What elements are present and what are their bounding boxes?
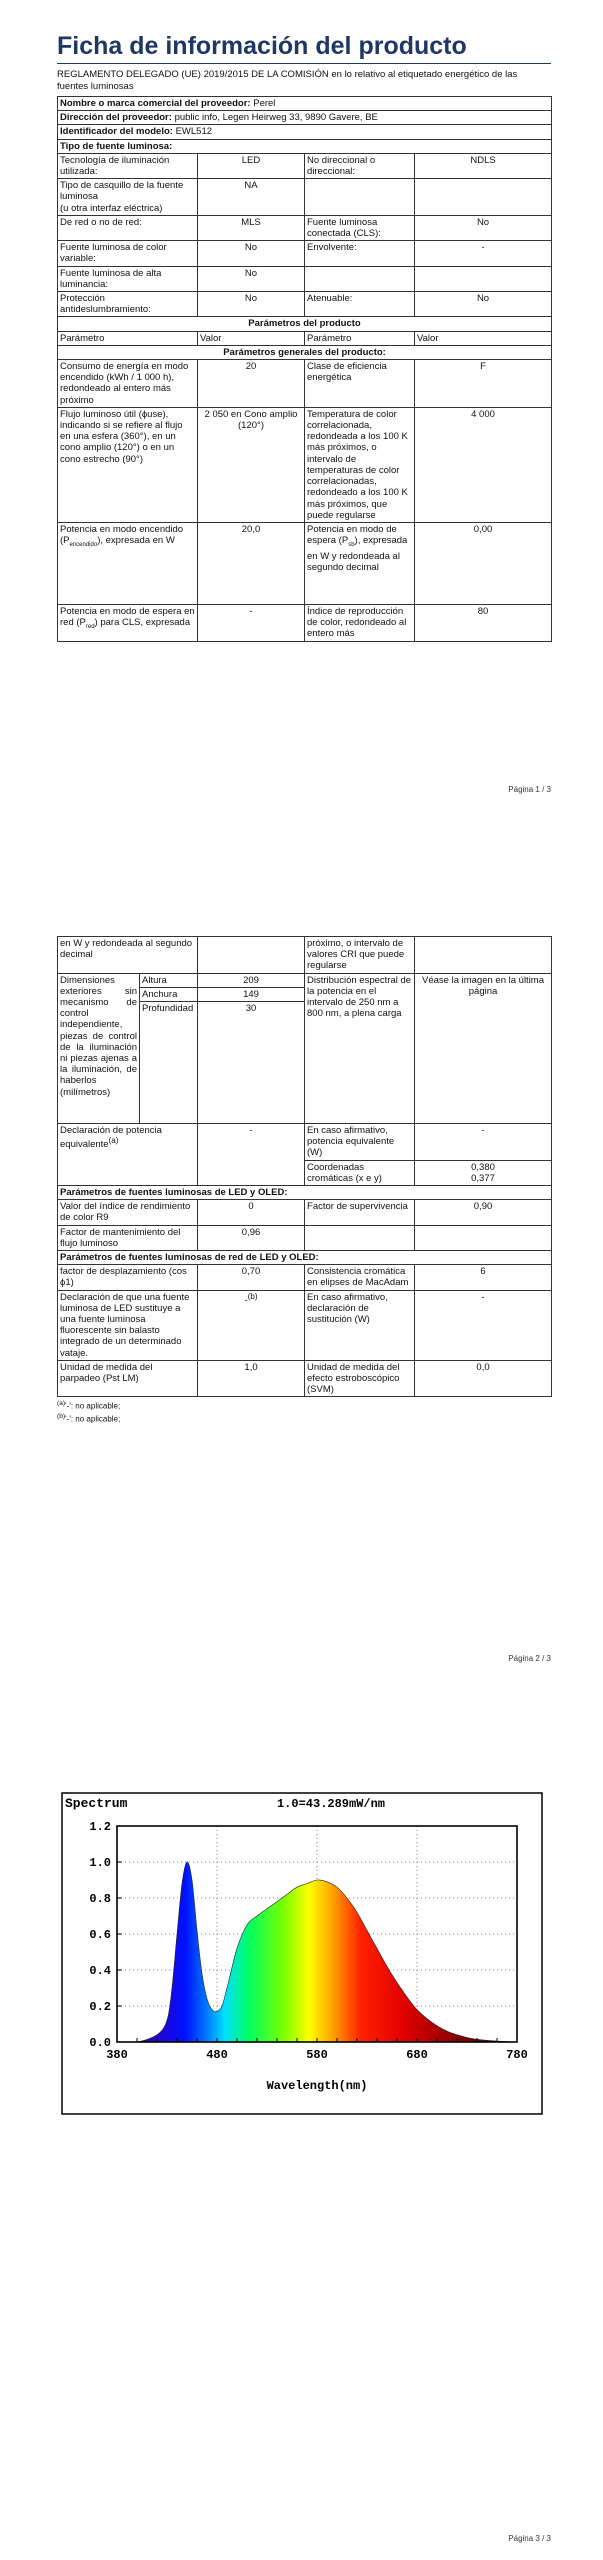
- p2-top-label2: próximo, o intervalo de valores CRI que puede regularse: [305, 937, 415, 974]
- tech-value: LED: [198, 153, 305, 178]
- dims-depth-value: 30: [198, 1002, 305, 1124]
- page-number-3: Página 3 / 3: [508, 2534, 551, 2543]
- model-value: EWL512: [175, 126, 213, 138]
- y-tick-label: 0.6: [89, 1928, 111, 1942]
- col-param-1: Parámetro: [58, 331, 198, 345]
- flicker-value: 1,0: [198, 1360, 305, 1397]
- supplier-value: Perel: [253, 98, 276, 109]
- spectrum-svg: [61, 1792, 543, 2115]
- page-2: [0, 870, 603, 1720]
- flicker-label: Unidad de medida del parpadeo (Pst LM): [58, 1360, 198, 1397]
- page-number-2: Página 2 / 3: [508, 1654, 551, 1663]
- dims-height-label: Altura: [140, 973, 198, 987]
- r9-label: Valor del índice de rendimiento de color R9: [58, 1200, 198, 1225]
- spd-label: Distribución espectral de la potencia en el intervalo de 250 nm a 800 nm, a plena carga: [305, 973, 415, 1123]
- page-title: Ficha de información del producto: [57, 32, 467, 60]
- cri-value: 80: [415, 604, 552, 641]
- product-params-table-cont: [57, 936, 552, 1397]
- svm-label: Unidad de medida del efecto estroboscópico (SVM): [305, 1360, 415, 1397]
- x-tick-label: 580: [306, 2048, 328, 2062]
- standby-label: Potencia en modo de espera $(P_{sb})$, expresada en W y redondeada al segundo decimal: [305, 522, 415, 604]
- net-header: Parámetros de fuentes luminosas de red de LED y OLED:: [58, 1251, 552, 1265]
- net-standby-label: Potencia en modo de espera en red $(P_{red})$ para CLS, expresada: [58, 604, 198, 641]
- title-rule: [57, 63, 551, 64]
- cct-value: 4 000: [415, 407, 552, 522]
- macadam-label: Consistencia cromática en elipses de MacAdam: [305, 1265, 415, 1290]
- footnote-b: $^{(b)}$'-': no aplicable;: [57, 1413, 121, 1424]
- colour-label: Fuente luminosa de color variable:: [58, 241, 198, 266]
- col-value-1: Valor: [198, 331, 305, 345]
- product-info-table: [57, 96, 552, 642]
- y-tick-label: 0.0: [89, 2036, 111, 2050]
- replace-w-value: -: [415, 1290, 552, 1360]
- source-type-row: Tipo de fuente luminosa:: [58, 139, 552, 153]
- dims-width-label: Anchura: [140, 987, 198, 1001]
- params-header: Parámetros del producto: [58, 317, 552, 331]
- flux-label: Flujo luminoso útil (ϕuse), indicando si se refiere al flujo en una esfera (360°), en un cono amplio (120°) o en un cono estrecho (90°): [58, 407, 198, 522]
- regulation-text: REGLAMENTO DELEGADO (UE) 2019/2015 DE LA COMISIÓN en lo relativo al etiquetado energético de las fuentes luminosas: [57, 69, 518, 92]
- dimmable-label: Atenuable:: [305, 292, 415, 317]
- shift-label: factor de desplazamiento (cos ϕ1): [58, 1265, 198, 1290]
- y-tick-label: 0.4: [89, 1964, 111, 1978]
- supplier-row: Nombre o marca comercial del proveedor: Perel: [58, 97, 552, 111]
- power-on-label: Potencia en modo encendido $(P_{encendido})$, expresada en W: [58, 522, 198, 604]
- col-value-2: Valor: [415, 331, 552, 345]
- spectrum-chart: [61, 1792, 543, 2115]
- address-row: Dirección del proveedor: public info, Legen Heirweg 33, 9890 Gavere, BE: [58, 111, 552, 125]
- chroma-value: 0,380 0,377: [415, 1160, 552, 1185]
- class-value: F: [415, 360, 552, 408]
- tech-label: Tecnología de iluminación utilizada:: [58, 153, 198, 178]
- envelope-value: -: [415, 241, 552, 266]
- dims-width-value: 149: [198, 987, 305, 1001]
- equiv-label: En caso afirmativo, potencia equivalente (W): [305, 1124, 415, 1161]
- dimmable-value: No: [415, 292, 552, 317]
- colour-value: No: [198, 241, 305, 266]
- shift-value: 0,70: [198, 1265, 305, 1290]
- page-number-1: Página 1 / 3: [508, 785, 551, 794]
- led-header: Parámetros de fuentes luminosas de LED y OLED:: [58, 1186, 552, 1200]
- replace-value: -$^{(b)}$: [198, 1290, 305, 1360]
- directional-value: NDLS: [415, 153, 552, 178]
- hl-value: No: [198, 266, 305, 291]
- chart-title: Spectrum: [65, 1796, 128, 1811]
- p2-top-label: en W y redondeada al segundo decimal: [58, 937, 198, 974]
- cct-label: Temperatura de color correlacionada, redondeada a los 100 K más próximos, o intervalo de temperaturas de color correlacionadas, redondeado a los 100 K más próximos, que puede regularse: [305, 407, 415, 522]
- r9-value: 0: [198, 1200, 305, 1225]
- address-value: public info, Legen Heirweg 33, 9890 Gavere, BE: [174, 112, 378, 124]
- x-tick-label: 380: [106, 2048, 128, 2062]
- y-tick-label: 1.0: [89, 1856, 111, 1870]
- energy-label: Consumo de energía en modo encendido (kWh / 1 000 h), redondeado al entero más próximo: [58, 360, 198, 408]
- cap-value: NA: [198, 179, 305, 216]
- power-on-value: 20,0: [198, 522, 305, 604]
- cls-value: No: [415, 215, 552, 240]
- dims-height-value: 209: [198, 973, 305, 987]
- x-tick-label: 680: [406, 2048, 428, 2062]
- cap-label: Tipo de casquillo de la fuente luminosa (u otra interfaz eléctrica): [58, 179, 198, 216]
- chart-annotation: 1.0=43.289mW/nm: [276, 1797, 386, 1811]
- x-tick-label: 480: [206, 2048, 228, 2062]
- directional-label: No direccional o direccional:: [305, 153, 415, 178]
- hl-label: Fuente luminosa de alta luminancia:: [58, 266, 198, 291]
- maint-label: Factor de mantenimiento del flujo luminoso: [58, 1225, 198, 1250]
- svm-value: 0,0: [415, 1360, 552, 1397]
- chroma-label: Coordenadas cromáticas (x e y): [305, 1160, 415, 1185]
- envelope-label: Envolvente:: [305, 241, 415, 266]
- mains-value: MLS: [198, 215, 305, 240]
- cls-label: Fuente luminosa conectada (CLS):: [305, 215, 415, 240]
- x-axis-label: Wavelength(nm): [266, 2079, 368, 2093]
- mains-label: De red o no de red:: [58, 215, 198, 240]
- dims-label: Dimensiones exteriores sin mecanismo de control independiente, piezas de control de la iluminación ni piezas ajenas a la iluminación, de haberlos (milímetros): [58, 973, 140, 1123]
- energy-value: 20: [198, 360, 305, 408]
- glare-label: Protección antideslumbramiento:: [58, 292, 198, 317]
- model-row: Identificador del modelo: EWL512: [58, 125, 552, 139]
- maint-value: 0,96: [198, 1225, 305, 1250]
- spd-value: Véase la imagen en la última página: [415, 973, 552, 1123]
- y-tick-label: 0.2: [89, 2000, 111, 2014]
- footnote-a: $^{(a)}$'-': no aplicable;: [57, 1400, 121, 1412]
- flux-value: 2 050 en Cono amplio (120°): [198, 407, 305, 522]
- y-tick-label: 1.2: [89, 1820, 111, 1834]
- col-param-2: Parámetro: [305, 331, 415, 345]
- survival-value: 0,90: [415, 1200, 552, 1225]
- declared-value: -: [198, 1124, 305, 1186]
- net-standby-value: -: [198, 604, 305, 641]
- cri-label: Índice de reproducción de color, redondeado al entero más: [305, 604, 415, 641]
- survival-label: Factor de supervivencia: [305, 1200, 415, 1225]
- page-1: [0, 0, 603, 870]
- y-tick-label: 0.8: [89, 1892, 111, 1906]
- dims-depth-label: Profundidad: [140, 1002, 198, 1124]
- replace-w-label: En caso afirmativo, declaración de sustitución (W): [305, 1290, 415, 1360]
- glare-value: No: [198, 292, 305, 317]
- general-header: Parámetros generales del producto:: [58, 345, 552, 359]
- x-tick-label: 780: [506, 2048, 528, 2062]
- replace-label: Declaración de que una fuente luminosa de LED sustituye a una fuente luminosa fluorescente sin balasto integrado de un determinado vataje.: [58, 1290, 198, 1360]
- class-label: Clase de eficiencia energética: [305, 360, 415, 408]
- equiv-value: -: [415, 1124, 552, 1161]
- declared-label: Declaración de potencia equivalente$^{(a)}$: [58, 1124, 198, 1186]
- macadam-value: 6: [415, 1265, 552, 1290]
- standby-value: 0,00: [415, 522, 552, 604]
